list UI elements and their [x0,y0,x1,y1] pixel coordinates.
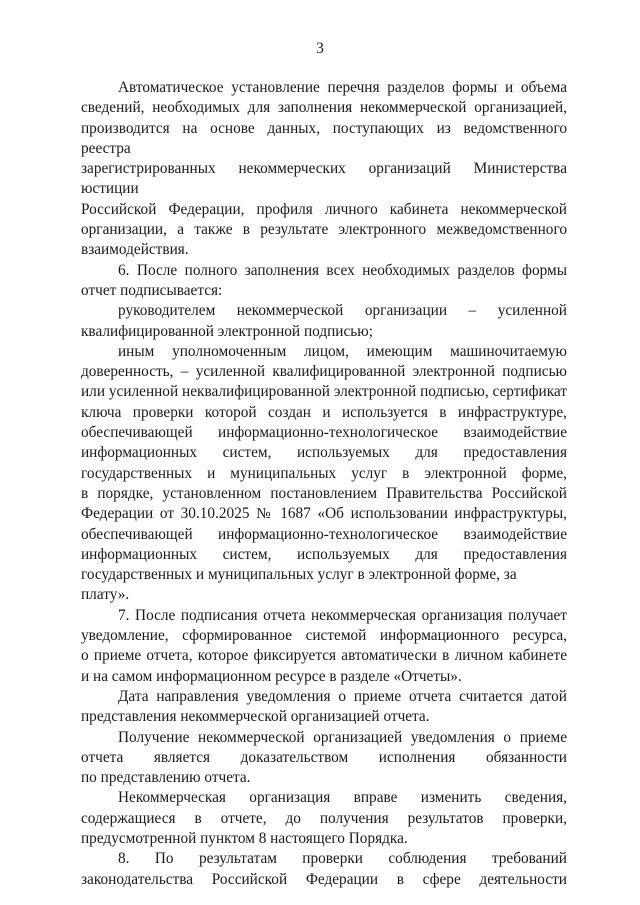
text-line: ключа проверки которой создан и используется в инфраструктуре, [81,403,567,421]
text-line: Федерации от 30.10.2025 № 1687 «Об использовании инфраструктуры, [81,505,567,523]
text-line: обеспечивающей информационно-технологическое взаимодействие [81,525,567,543]
text-line: информационных систем, используемых для предоставления [81,545,567,563]
text-line: содержащиеся в отчете, до получения результатов проверки, [81,809,567,827]
text-line: доверенность, – усиленной квалифицированной электронной подписью [81,363,567,381]
text-line: о приеме отчета, которое фиксируется автоматически в личном кабинете [81,647,567,665]
text-line: 7. После подписания отчета некоммерческая организация получает [118,606,567,624]
text-line: уведомление, сформированное системой информационного ресурса, [81,627,567,645]
text-line: 6. После полного заполнения всех необходимых разделов формы [118,261,567,279]
text-line: обеспечивающей информационно-технологическое взаимодействие [81,424,567,442]
text-line: квалифицированной электронной подписью; [81,322,373,340]
text-line: зарегистрированных некоммерческих организаций Министерства юстиции [81,160,567,198]
text-line: Дата направления уведомления о приеме отчета считается датой [118,687,567,705]
text-line: предусмотренной пунктом 8 настоящего Порядка. [81,829,408,847]
text-line: в порядке, установленном постановлением Правительства Российской [81,484,567,502]
text-line: информационных систем, используемых для предоставления [81,444,567,462]
page-number: 3 [316,40,324,57]
text-line: государственных и муниципальных услуг в электронной форме, за плату». [81,566,517,604]
text-line: отчета является доказательством исполнения обязанности [81,748,567,766]
text-line: Автоматическое установление перечня разделов формы и объема [118,79,567,96]
text-line: руководителем некоммерческой организации – усиленной [118,302,567,320]
text-line: представления некоммерческой организацией отчета. [81,708,430,726]
text-line: сведений, необходимых для заполнения некоммерческой организацией, [81,99,567,117]
text-line: и на самом информационном ресурсе в разделе «Отчеты». [81,667,462,685]
document-body [81,78,567,890]
text-line: организации, а также в результате электронного межведомственного [81,221,567,239]
text-line: производится на основе данных, поступающих из ведомственного реестра [81,119,567,157]
text-line: или усиленной неквалифицированной электронной подписью, сертификат [81,383,567,401]
text-line: законодательства Российской Федерации в сфере деятельности [81,870,567,888]
text-line: иным уполномоченным лицом, имеющим машиночитаемую [118,342,567,360]
text-line: государственных и муниципальных услуг в электронной форме, [81,464,567,482]
text-line: по представлению отчета. [81,769,251,787]
text-line: 8. По результатам проверки соблюдения требований [118,850,567,868]
text-line: Получение некоммерческой организацией уведомления о приеме [118,728,567,746]
text-line: Некоммерческая организация вправе изменить сведения, [118,789,567,807]
text-line: взаимодействия. [81,241,189,259]
text-line: отчет подписывается: [81,281,223,299]
text-line: Российской Федерации, профиля личного кабинета некоммерческой [81,200,567,218]
